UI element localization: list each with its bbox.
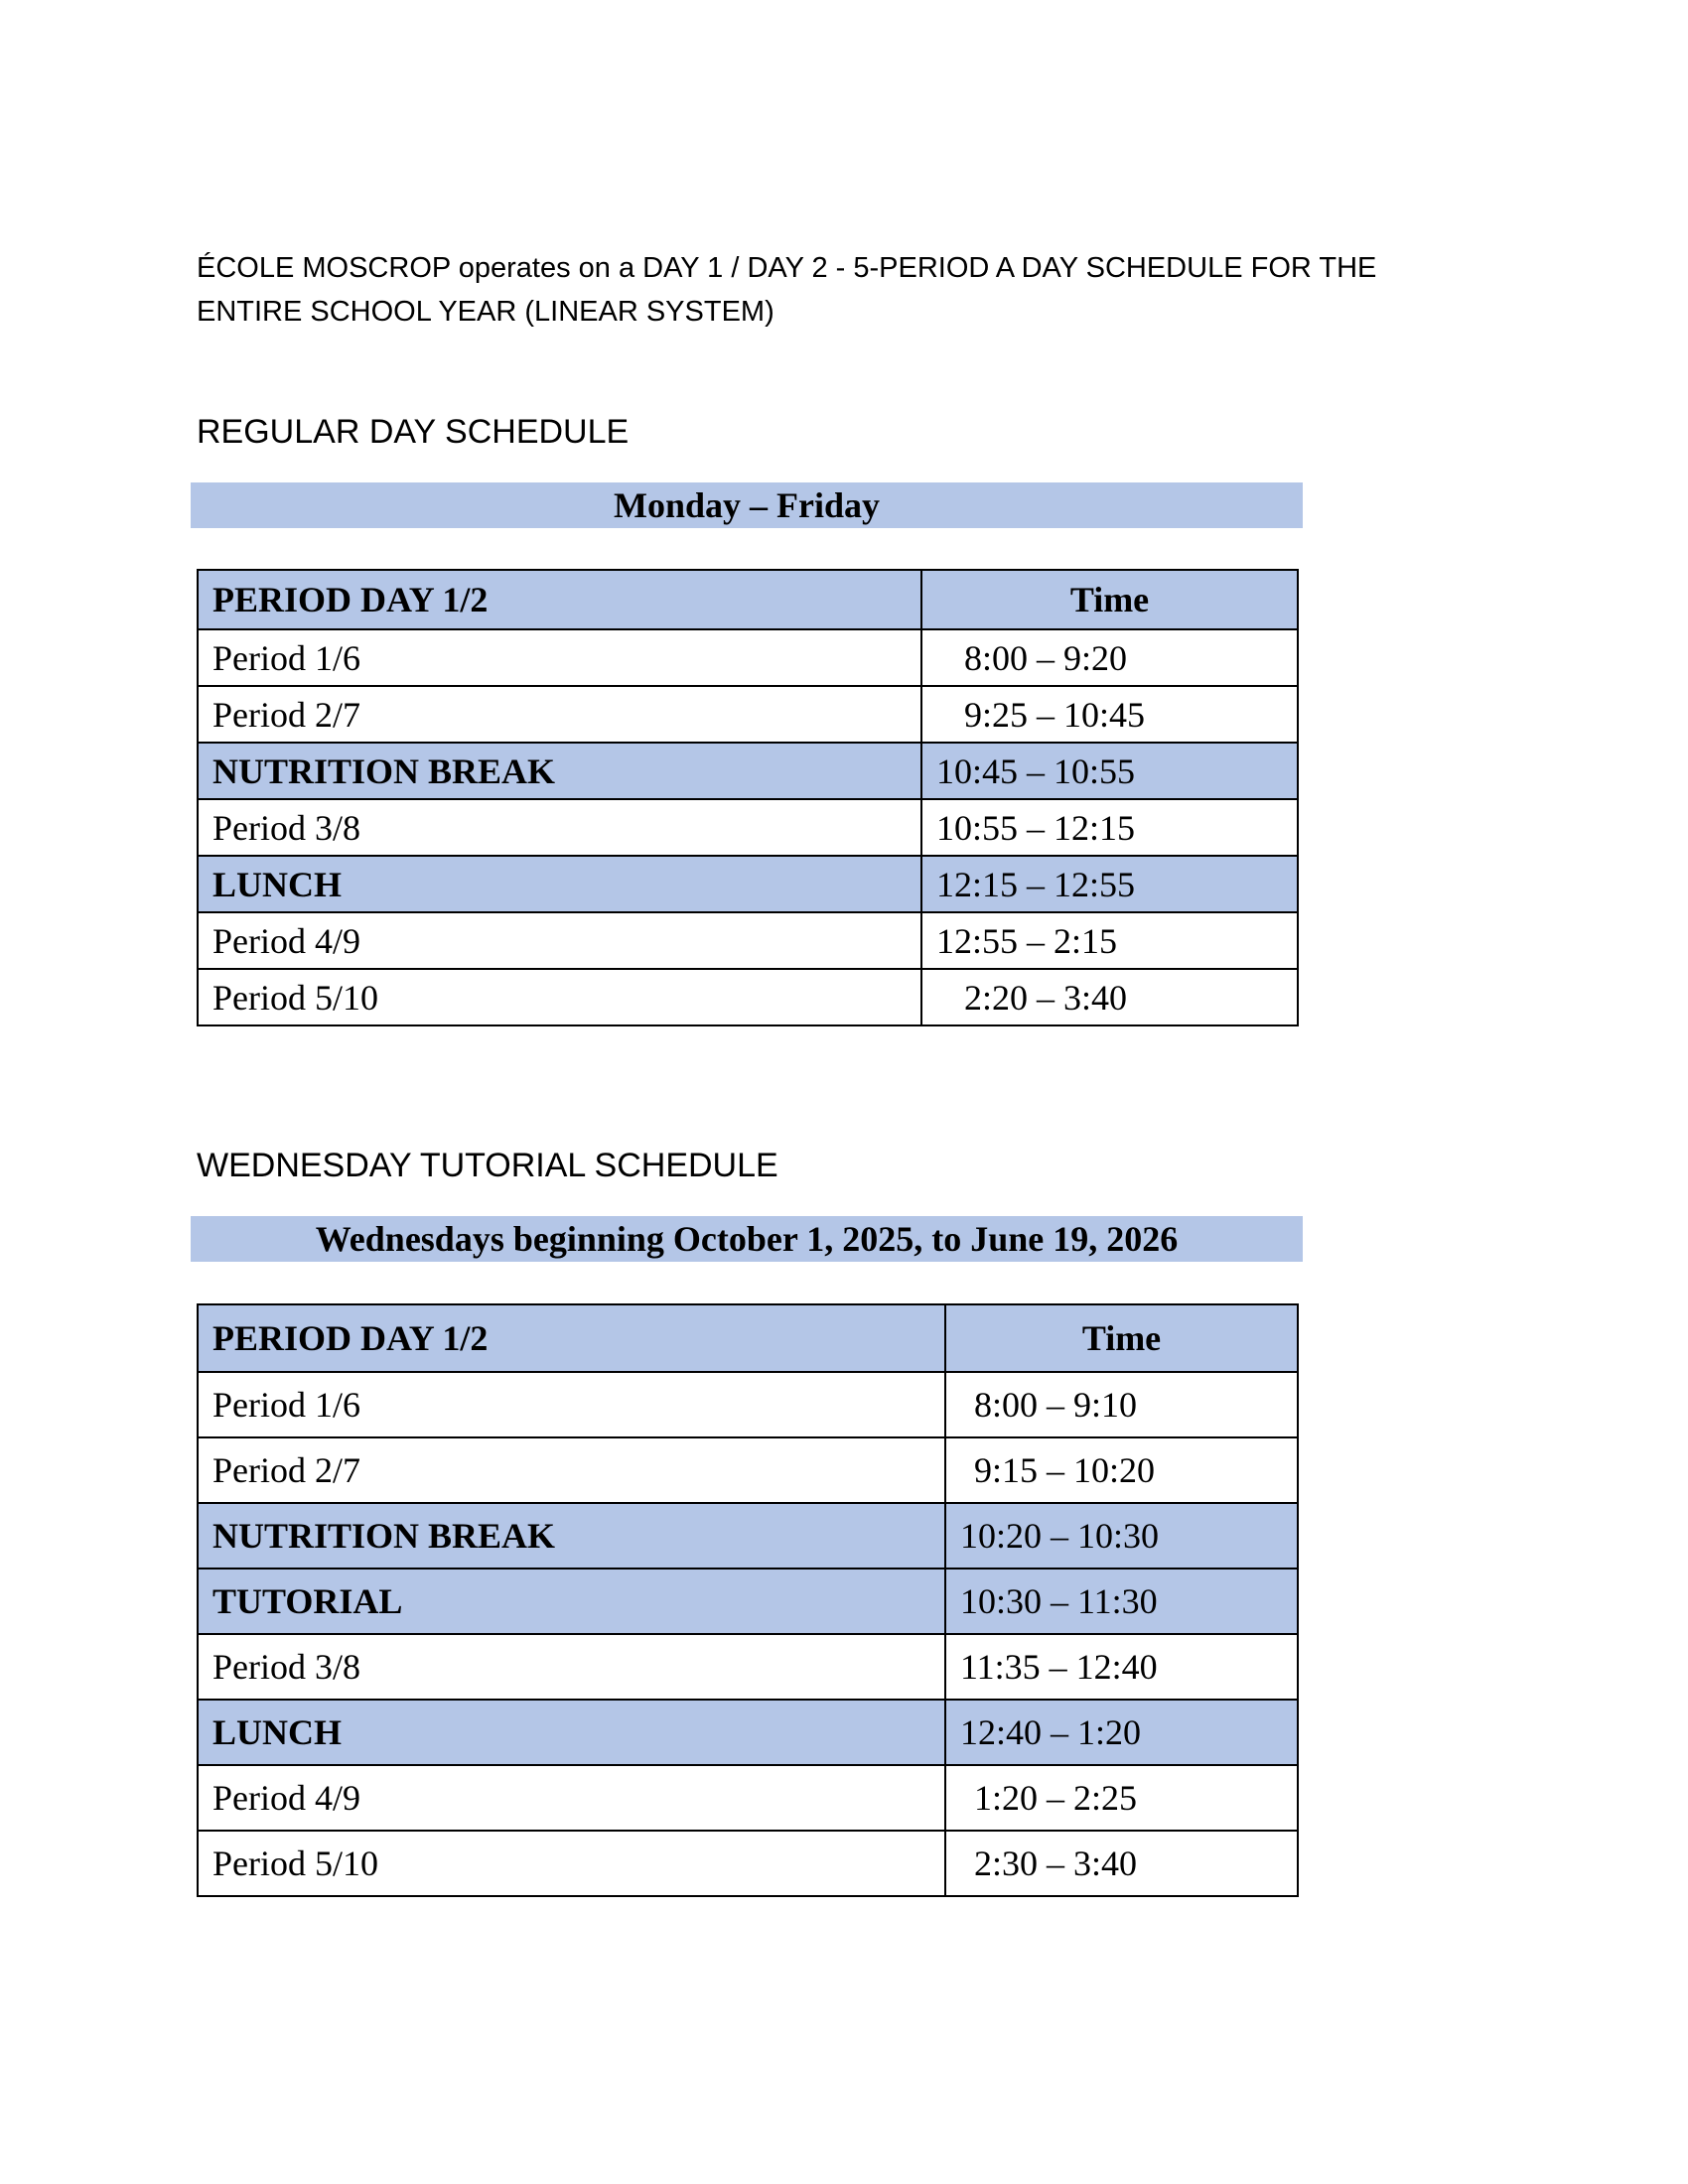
time-cell: 12:15 – 12:55 (921, 856, 1298, 912)
table-row (198, 799, 1298, 856)
intro-line-1: ÉCOLE MOSCROP operates on a DAY 1 / DAY 2 - 5-PERIOD A DAY SCHEDULE FOR THE (197, 252, 1377, 284)
table-row (198, 1831, 1298, 1896)
table-row-lunch (198, 1700, 1298, 1765)
period-cell: Period 2/7 (198, 686, 921, 743)
time-cell: 1:20 – 2:25 (945, 1765, 1298, 1831)
period-cell: Period 2/7 (198, 1437, 945, 1503)
time-cell: 10:55 – 12:15 (921, 799, 1298, 856)
period-cell: TUTORIAL (198, 1569, 945, 1634)
table-row-break (198, 1503, 1298, 1569)
table-row (198, 969, 1298, 1025)
time-cell: 9:25 – 10:45 (921, 686, 1298, 743)
time-cell: 8:00 – 9:20 (921, 629, 1298, 686)
tutorial-schedule-table (197, 1303, 1299, 1897)
period-column-header: PERIOD DAY 1/2 (198, 570, 921, 629)
time-cell: 2:30 – 3:40 (945, 1831, 1298, 1896)
regular-schedule-heading: REGULAR DAY SCHEDULE (197, 413, 630, 451)
table-row-lunch (198, 856, 1298, 912)
table-row-tutorial (198, 1569, 1298, 1634)
table-header-row (198, 570, 1298, 629)
regular-schedule-table (197, 569, 1299, 1026)
time-column-header: Time (921, 570, 1298, 629)
time-cell: 11:35 – 12:40 (945, 1634, 1298, 1700)
table-header-row (198, 1304, 1298, 1372)
period-cell: Period 4/9 (198, 1765, 945, 1831)
time-column-header: Time (945, 1304, 1298, 1372)
regular-schedule-banner: Monday – Friday (191, 482, 1303, 528)
period-cell: Period 3/8 (198, 799, 921, 856)
table-row (198, 1437, 1298, 1503)
table-row (198, 1372, 1298, 1437)
intro-paragraph (197, 246, 1487, 334)
table-row (198, 686, 1298, 743)
period-column-header: PERIOD DAY 1/2 (198, 1304, 945, 1372)
table-row (198, 1634, 1298, 1700)
time-cell: 9:15 – 10:20 (945, 1437, 1298, 1503)
intro-line-2: ENTIRE SCHOOL YEAR (LINEAR SYSTEM) (197, 296, 774, 328)
period-cell: Period 5/10 (198, 969, 921, 1025)
period-cell: Period 3/8 (198, 1634, 945, 1700)
time-cell: 10:45 – 10:55 (921, 743, 1298, 799)
time-cell: 8:00 – 9:10 (945, 1372, 1298, 1437)
period-cell: NUTRITION BREAK (198, 1503, 945, 1569)
period-cell: Period 1/6 (198, 1372, 945, 1437)
tutorial-schedule-heading: WEDNESDAY TUTORIAL SCHEDULE (197, 1147, 778, 1184)
time-cell: 12:40 – 1:20 (945, 1700, 1298, 1765)
period-cell: LUNCH (198, 1700, 945, 1765)
time-cell: 12:55 – 2:15 (921, 912, 1298, 969)
tutorial-schedule-banner: Wednesdays beginning October 1, 2025, to June 19, 2026 (191, 1216, 1303, 1262)
table-row (198, 1765, 1298, 1831)
table-row (198, 912, 1298, 969)
period-cell: Period 1/6 (198, 629, 921, 686)
table-row (198, 629, 1298, 686)
time-cell: 10:30 – 11:30 (945, 1569, 1298, 1634)
time-cell: 10:20 – 10:30 (945, 1503, 1298, 1569)
time-cell: 2:20 – 3:40 (921, 969, 1298, 1025)
period-cell: Period 5/10 (198, 1831, 945, 1896)
period-cell: Period 4/9 (198, 912, 921, 969)
period-cell: NUTRITION BREAK (198, 743, 921, 799)
period-cell: LUNCH (198, 856, 921, 912)
table-row-break (198, 743, 1298, 799)
